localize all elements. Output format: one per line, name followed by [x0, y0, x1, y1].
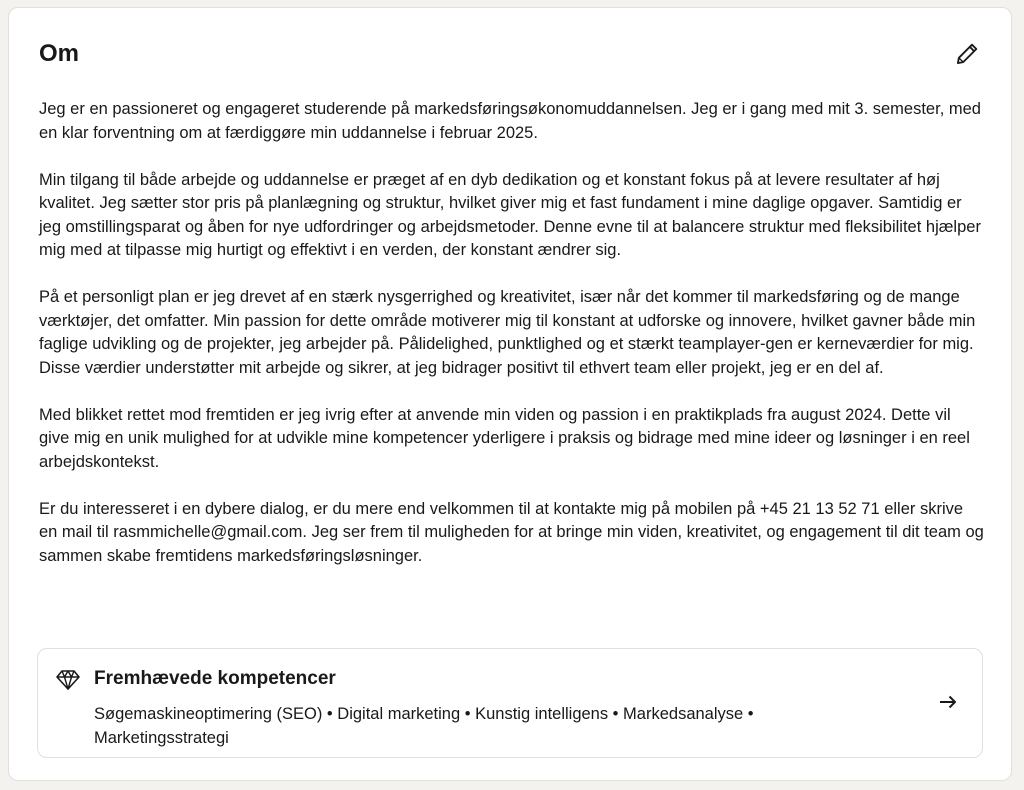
- about-text: [39, 98, 985, 592]
- featured-skills-card[interactable]: [37, 648, 983, 758]
- about-card: [8, 7, 1012, 781]
- skills-list: Søgemaskineoptimering (SEO) • Digital marketing • Kunstig intelligens • Markedsanalyse • Marketingsstrategi: [94, 705, 754, 747]
- diamond-icon: [55, 668, 81, 692]
- pencil-icon: [954, 41, 980, 67]
- about-paragraph: Min tilgang til både arbejde og uddannelse er præget af en dyb dedikation og et konstant fokus på at levere resultater af høj kvalitet. Jeg sætter stor pris på planlægning og struktur, hvilket giver mig et fast fundament i mine daglige opgaver. Samtidig er jeg omstillingsparat og åben for nye udfordringer og arbejdsmetoder. Denne evne til at balancere struktur med fleksibilitet hjælper mig med at tilpasse mig hurtigt og effektivt i en verden, der konstant ændrer sig.: [39, 170, 981, 259]
- arrow-right-icon[interactable]: [938, 692, 958, 712]
- skills-title: Fremhævede kompetencer: [94, 668, 336, 689]
- about-paragraph: Er du interesseret i en dybere dialog, er du mere end velkommen til at kontakte mig på mobilen på +45 21 13 52 71 eller skrive en mail til rasmmichelle@gmail.com. Jeg ser frem til muligheden for at bringe min viden, kreativitet, og engagement til dit team og sammen skabe fremtidens markedsføringsløsninger.: [39, 499, 984, 565]
- about-paragraph: Med blikket rettet mod fremtiden er jeg ivrig efter at anvende min viden og passion i en praktikplads fra august 2024. Dette vil give mig en unik mulighed for at udvikle mine kompetencer yderligere i praksis og bidrage med mine ideer og løsninger i en reel arbejdskontekst.: [39, 405, 970, 471]
- section-title: Om: [39, 40, 80, 67]
- about-paragraph: På et personligt plan er jeg drevet af en stærk nysgerrighed og kreativitet, især når det kommer til markedsføring og de mange værktøjer, det omfatter. Min passion for dette område motiverer mig til konstant at udforske og innovere, hvilket gavner både min faglige udvikling og de projekter, jeg arbejder på. Pålidelighed, punktlighed og et stærkt teamplayer-gen er kerneværdier for mig. Disse værdier understøtter mit arbejde og sikrer, at jeg bidrager positivt til ethvert team eller projekt, jeg er en del af.: [39, 288, 976, 377]
- about-paragraph: Jeg er en passioneret og engageret studerende på markedsføringsøkonomuddannelsen. Jeg er i gang med mit 3. semester, med en klar forventning om at færdiggøre min uddannelse i februar 2025.: [39, 100, 981, 142]
- edit-button[interactable]: [949, 36, 985, 72]
